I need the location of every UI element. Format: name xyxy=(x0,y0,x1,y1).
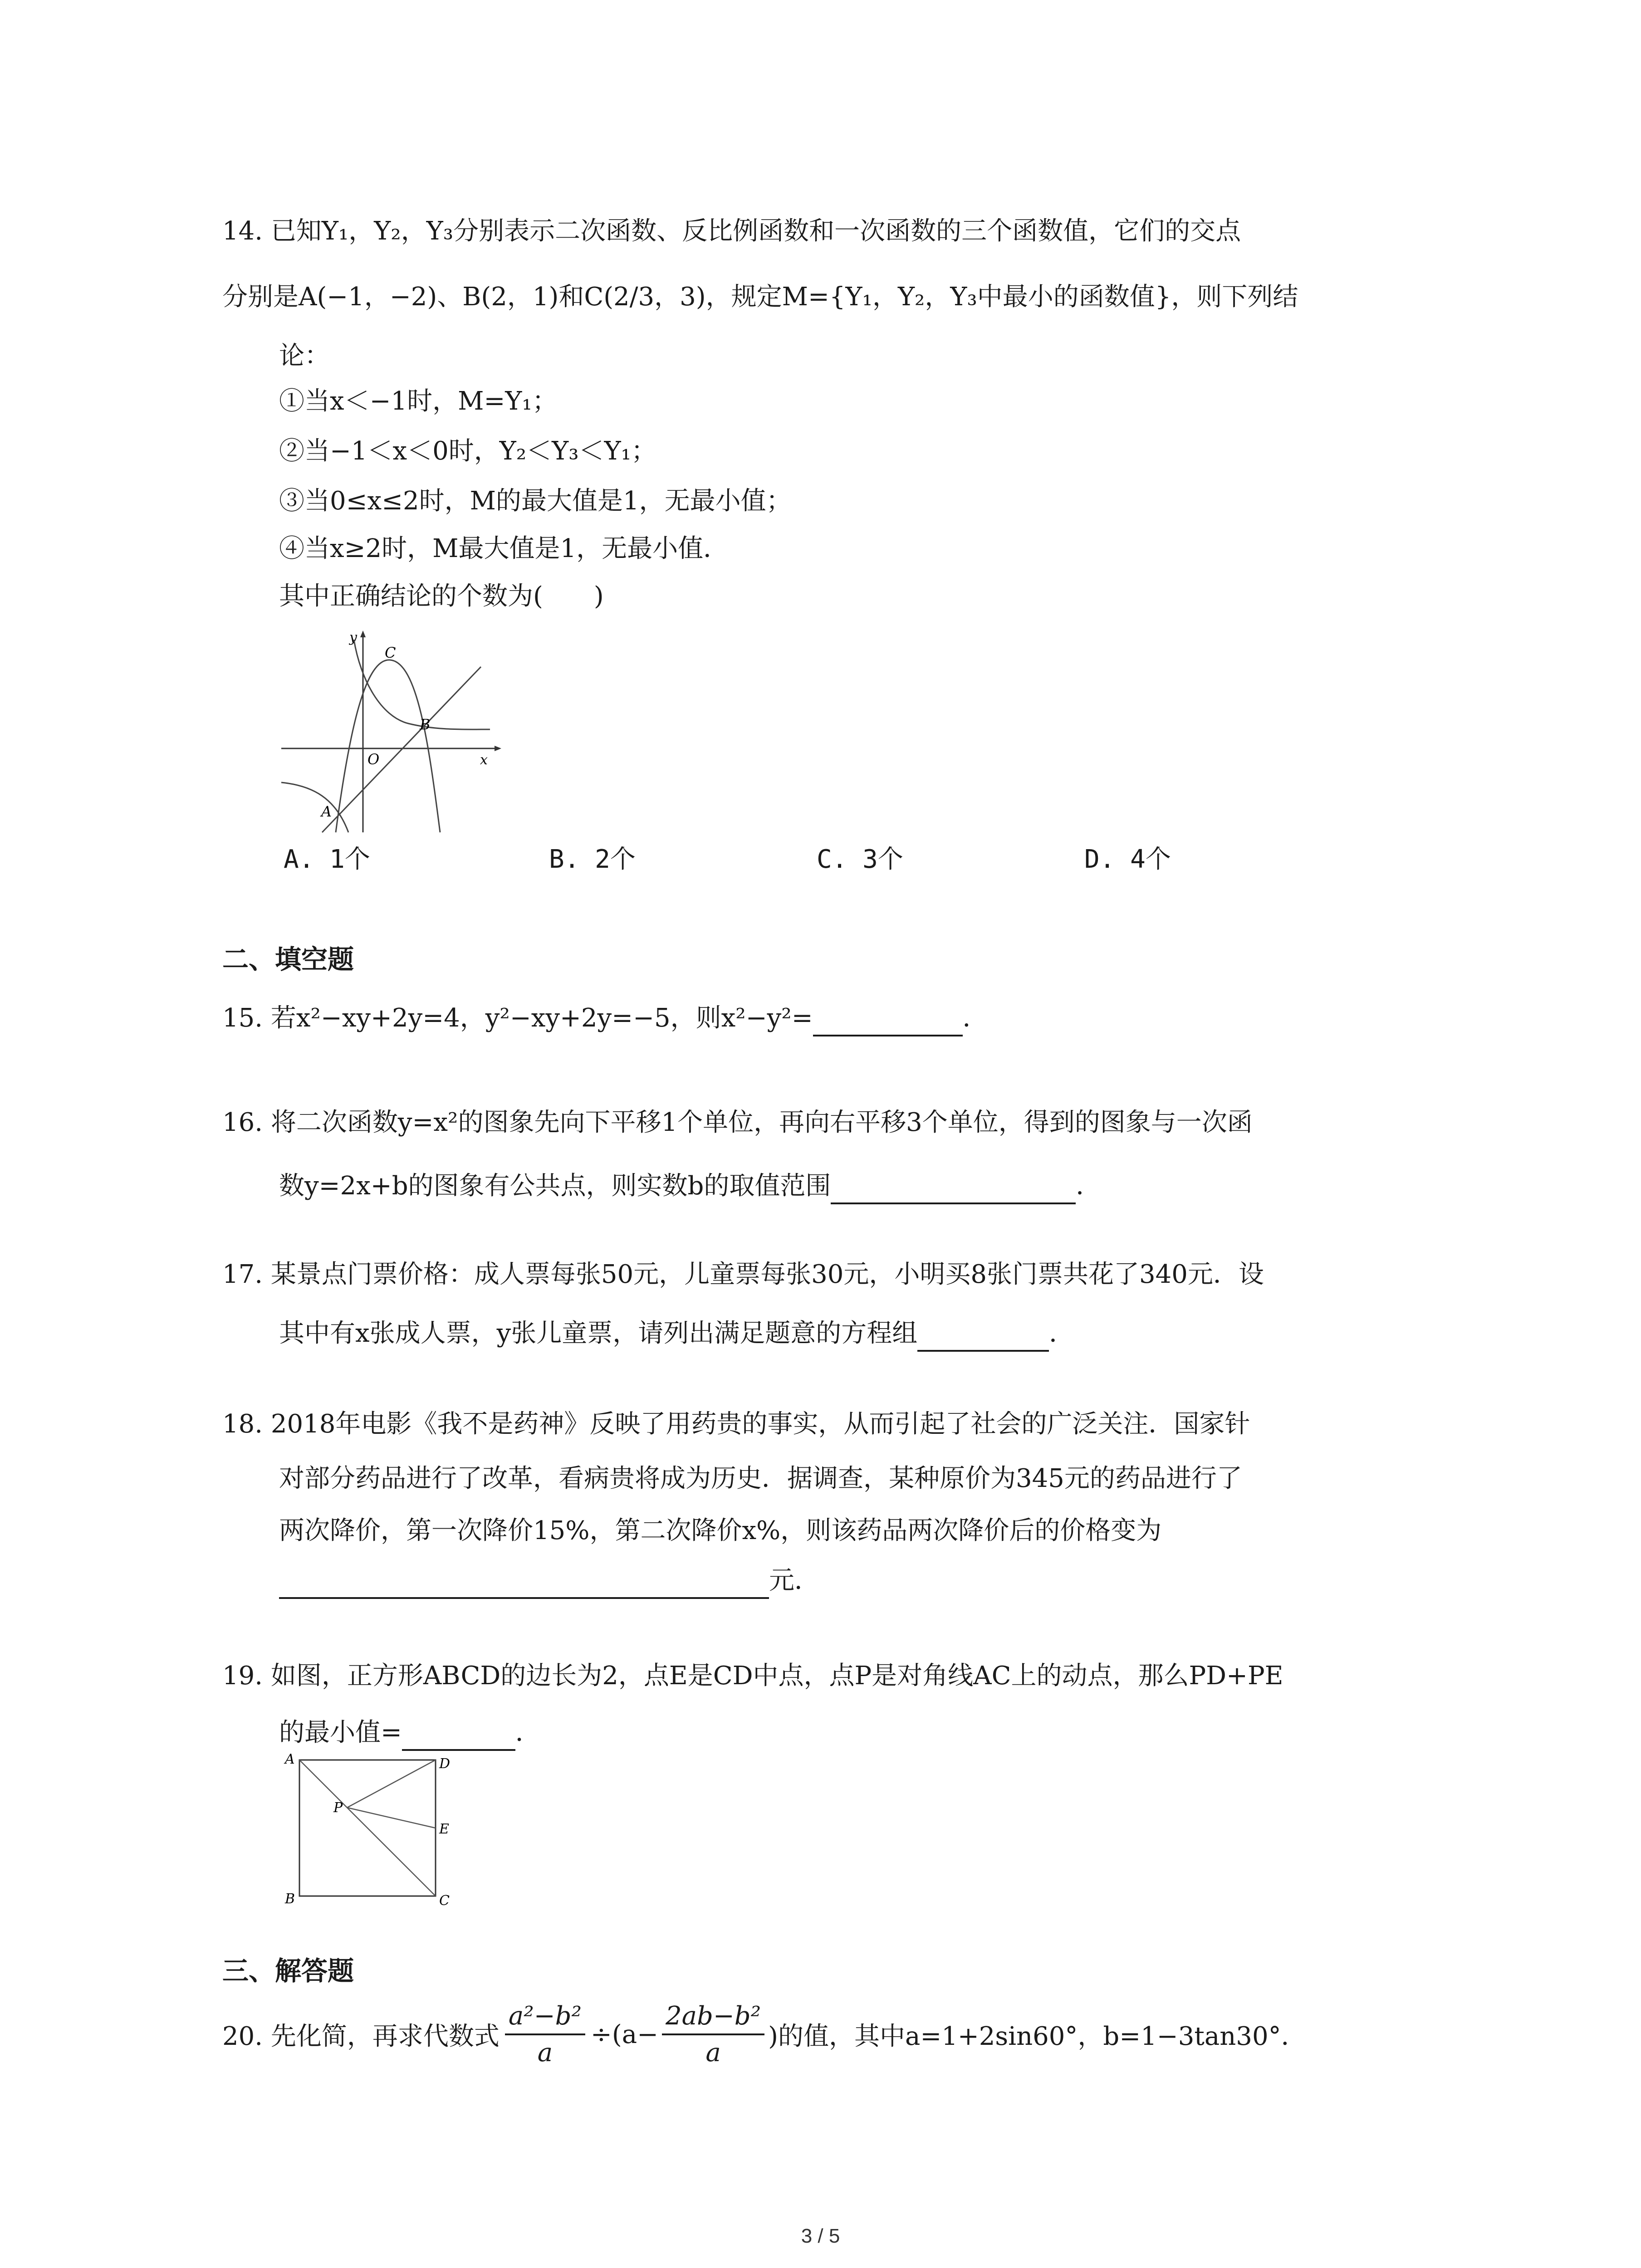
q17-text: 其中有x张成人票，y张儿童票，请列出满足题意的方程组 xyxy=(279,1319,918,1348)
q17-line1: 17. 某景点门票价格：成人票每张50元，儿童票每张30元，小明买8张门票共花了340元．设 xyxy=(222,1260,1264,1289)
parabola xyxy=(336,660,440,832)
y-axis-label: y xyxy=(349,630,357,645)
q20-fraction-2-numerator: 2ab−b² xyxy=(666,2001,761,2031)
point-b-label: B xyxy=(420,716,431,733)
q20-fraction-2-denominator: a xyxy=(705,2038,721,2068)
label-b: B xyxy=(285,1891,295,1907)
q16-blank xyxy=(831,1175,1076,1204)
q19-line2 xyxy=(279,1715,541,1751)
label-p: P xyxy=(333,1800,343,1816)
q20-fraction-1 xyxy=(505,2001,585,2068)
q15-text: 15. 若x²−xy+2y=4，y²−xy+2y=−5，则x²−y²= xyxy=(222,1003,813,1033)
section-solution: 三、解答题 xyxy=(222,1955,354,1986)
q15-end: ． xyxy=(962,1003,988,1033)
point-a-label: A xyxy=(321,803,332,820)
q20 xyxy=(222,1996,1307,2073)
q14-line1: 14. 已知Y₁，Y₂，Y₃分别表示二次函数、反比例函数和一次函数的三个函数值，它们的交点 xyxy=(222,216,1241,246)
option-d: D. 4个 xyxy=(1084,845,1171,874)
q17-end: ． xyxy=(1049,1319,1075,1348)
q15-blank xyxy=(813,1007,963,1036)
label-e: E xyxy=(439,1821,449,1837)
q20-fraction-1-denominator: a xyxy=(537,2038,553,2068)
hyperbola-left xyxy=(281,782,348,832)
section-fill-in-blank: 二、填空题 xyxy=(222,944,354,975)
option-a: A. 1个 xyxy=(284,845,370,874)
q14-item1: ①当x＜−1时，M=Y₁； xyxy=(279,386,558,416)
diagonal-ac xyxy=(299,1760,436,1896)
q19-text: 的最小值= xyxy=(279,1718,402,1747)
q16-end: ． xyxy=(1076,1171,1102,1201)
q14-item4: ④当x≥2时，M最大值是1，无最小值． xyxy=(279,534,729,563)
label-c: C xyxy=(439,1893,450,1909)
q14-item2: ②当−1＜x＜0时，Y₂＜Y₃＜Y₁； xyxy=(279,436,657,466)
label-a: A xyxy=(285,1751,295,1767)
q14-question: 其中正确结论的个数为( ) xyxy=(279,582,604,611)
q18-line2: 对部分药品进行了改革，看病贵将成为历史．据调查，某种原价为345元的药品进行了 xyxy=(279,1464,1242,1493)
page-number: 3 / 5 xyxy=(801,2225,840,2247)
q15 xyxy=(222,1000,988,1036)
option-c: C. 3个 xyxy=(817,845,903,874)
q20-prefix: 20. 先化简，再求代数式 xyxy=(222,2022,500,2051)
q18-line3: 两次降价，第一次降价15%，第二次降价x%，则该药品两次降价后的价格变为 xyxy=(279,1516,1162,1545)
option-b: B. 2个 xyxy=(549,845,636,874)
linear-function xyxy=(322,667,481,832)
q20-fraction-1-numerator: a²−b² xyxy=(508,2001,582,2031)
segment-pd xyxy=(347,1760,436,1808)
q17-line2 xyxy=(279,1315,1074,1352)
q16-text: 数y=2x+b的图象有公共点，则实数b的取值范围 xyxy=(279,1171,831,1201)
q14-line2: 分别是A(−1，−2)、B(2，1)和C(2/3，3)，规定M={Y₁，Y₂，Y₃中最小的函数值}，则下列结 xyxy=(222,282,1298,312)
x-axis-label: x xyxy=(480,752,488,768)
q16-line1: 16. 将二次函数y=x²的图象先向下平移1个单位，再向右平移3个单位，得到的图象与一次函 xyxy=(222,1108,1253,1137)
q14-item3: ③当0≤x≤2时，M的最大值是1，无最小值； xyxy=(279,486,792,516)
q19-blank xyxy=(402,1722,515,1751)
q19-square-figure xyxy=(277,1751,458,1914)
q18-end: 元． xyxy=(769,1566,820,1595)
q14-line3: 论： xyxy=(279,341,330,371)
q20-fraction-2 xyxy=(662,2001,764,2068)
q16-line2 xyxy=(279,1168,1101,1204)
q19-line1: 19. 如图，正方形ABCD的边长为2，点E是CD中点，点P是对角线AC上的动点，那么PD+PE xyxy=(222,1661,1283,1691)
q14-function-graph xyxy=(272,626,508,835)
x-axis-arrow xyxy=(495,746,501,751)
q19-end: ． xyxy=(515,1718,541,1747)
label-d: D xyxy=(439,1756,451,1772)
q18-line4 xyxy=(279,1563,820,1599)
q20-middle: ÷(a− xyxy=(590,2019,658,2049)
segment-pe xyxy=(347,1808,436,1828)
q17-blank xyxy=(917,1323,1049,1352)
origin-label: O xyxy=(367,751,380,768)
point-c-label: C xyxy=(385,644,396,661)
q18-blank xyxy=(279,1570,769,1599)
y-axis-arrow xyxy=(360,631,366,637)
q18-line1: 18. 2018年电影《我不是药神》反映了用药贵的事实，从而引起了社会的广泛关注．国家针 xyxy=(222,1409,1250,1439)
q20-suffix: )的值，其中a=1+2sin60°，b=1−3tan30°． xyxy=(768,2022,1307,2051)
